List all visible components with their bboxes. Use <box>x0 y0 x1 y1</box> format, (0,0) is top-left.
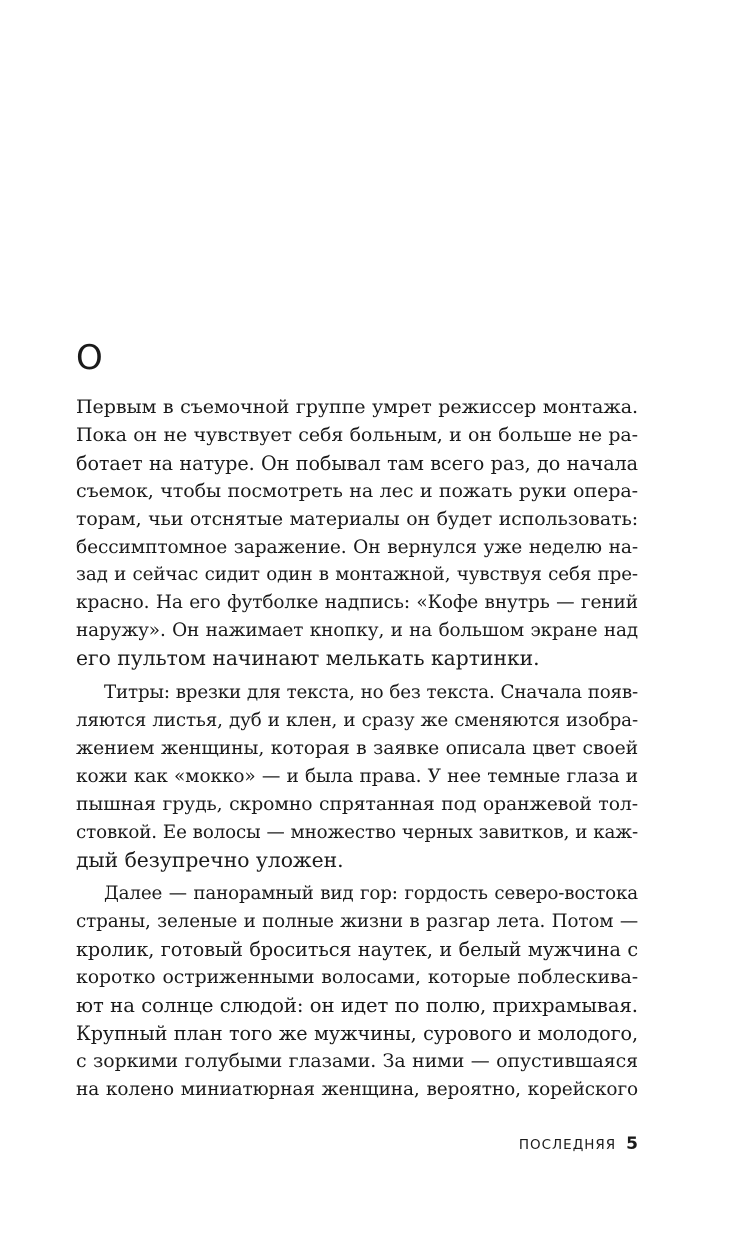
text-line: ботает на натуре. Он побывал там всего раз, до начала <box>76 451 638 475</box>
paragraph-1 <box>76 394 638 673</box>
text-line: стовкой. Ее волосы — множество черных завитков, и каж- <box>76 821 638 843</box>
text-line: съемок, чтобы посмотреть на лес и пожать руки опера- <box>76 479 638 502</box>
text-line: с зоркими голубыми глазами. За ними — опустившаяся <box>76 1049 638 1072</box>
text-line: Крупный план того же мужчины, сурового и молодого, <box>76 1021 638 1045</box>
text-line: бессимптомное заражение. Он вернулся уже неделю на- <box>76 536 638 558</box>
chapter-initial: О <box>76 338 103 378</box>
text-line: Первым в съемочной группе умрет режиссер монтажа. <box>76 396 638 418</box>
text-line: пышная грудь, скромно спрятанная под оранжевой тол- <box>76 793 638 815</box>
text-line: ют на солнце слюдой: он идет по полю, прихрамывая. <box>76 994 638 1018</box>
text-line: дый безупречно уложен. <box>76 847 344 872</box>
text-line: коротко остриженными волосами, которые поблескива- <box>76 966 638 989</box>
text-line: зад и сейчас сидит один в монтажной, чувствуя себя пре- <box>76 564 638 586</box>
text-line: ляются листья, дуб и клен, и сразу же сменяются изобра- <box>76 709 638 731</box>
paragraph-3 <box>76 880 638 1103</box>
text-line: на колено миниатюрная женщина, вероятно, корейского <box>76 1078 638 1100</box>
paragraph-2 <box>76 679 638 874</box>
text-line: кролик, готовый броситься наутек, и белый мужчина с <box>76 938 638 962</box>
text-line: Пока он не чувствует себя больным, и он больше не ра- <box>76 423 638 446</box>
text-line: наружу». Он нажимает кнопку, и на большом экране над <box>76 620 638 642</box>
page-footer <box>519 1134 638 1154</box>
text-line: Титры: врезки для текста, но без текста. Сначала появ- <box>104 682 638 704</box>
text-line: жением женщины, которая в заявке описала цвет своей <box>76 737 638 759</box>
text-line: торам, чьи отснятые материалы он будет использовать: <box>76 507 638 530</box>
text-line: его пультом начинают мелькать картинки. <box>76 646 540 671</box>
text-line: красно. На его футболке надпись: «Кофе внутрь — гений <box>76 592 638 614</box>
body-text <box>76 394 638 1110</box>
page-number: 5 <box>626 1134 638 1154</box>
text-line: страны, зеленые и полные жизни в разгар лета. Потом — <box>76 911 638 933</box>
running-title: ПОСЛЕДНЯЯ <box>518 1137 617 1153</box>
text-line: кожи как «мокко» — и была права. У нее темные глаза и <box>76 765 638 787</box>
text-line: Далее — панорамный вид гор: гордость северо-востока <box>104 883 638 905</box>
